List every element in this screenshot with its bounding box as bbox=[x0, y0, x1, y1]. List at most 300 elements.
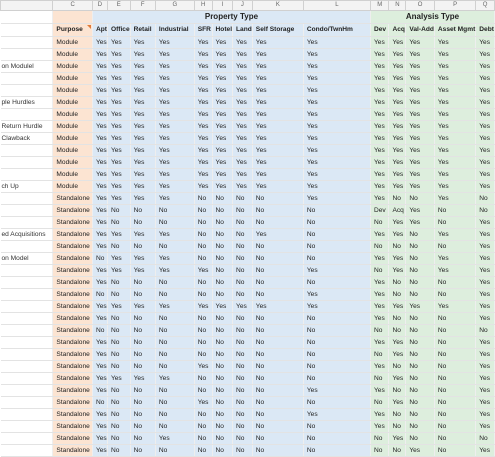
table-cell[interactable]: No bbox=[252, 205, 303, 217]
table-cell[interactable]: Yes bbox=[371, 181, 389, 193]
table-cell[interactable]: Yes bbox=[92, 373, 107, 385]
table-cell[interactable]: Yes bbox=[406, 121, 435, 133]
table-cell[interactable]: No bbox=[252, 433, 303, 445]
table-cell[interactable]: No bbox=[406, 241, 435, 253]
table-cell[interactable]: No bbox=[194, 373, 212, 385]
table-cell[interactable]: Yes bbox=[476, 301, 495, 313]
row-name-cell[interactable] bbox=[1, 145, 53, 157]
table-cell[interactable]: No bbox=[233, 205, 253, 217]
table-cell[interactable]: Yes bbox=[389, 229, 406, 241]
table-cell[interactable]: Yes bbox=[371, 253, 389, 265]
table-cell[interactable]: No bbox=[130, 205, 155, 217]
column-title-dev[interactable] bbox=[371, 24, 389, 37]
table-cell[interactable]: Yes bbox=[92, 97, 107, 109]
table-cell[interactable]: Yes bbox=[92, 169, 107, 181]
table-cell[interactable]: Yes bbox=[107, 73, 130, 85]
table-cell[interactable]: Yes bbox=[212, 37, 232, 49]
table-cell[interactable]: Yes bbox=[389, 217, 406, 229]
table-cell[interactable]: No bbox=[212, 241, 232, 253]
table-cell[interactable]: Yes bbox=[434, 49, 475, 61]
table-cell[interactable]: Yes bbox=[130, 37, 155, 49]
table-cell[interactable]: Yes bbox=[303, 121, 370, 133]
table-cell[interactable]: No bbox=[476, 325, 495, 337]
table-cell[interactable]: Yes bbox=[107, 85, 130, 97]
table-cell[interactable]: No bbox=[303, 313, 370, 325]
table-cell[interactable]: No bbox=[107, 409, 130, 421]
column-header[interactable]: Q bbox=[476, 1, 495, 11]
table-cell[interactable]: Yes bbox=[476, 337, 495, 349]
table-cell[interactable]: Yes bbox=[92, 109, 107, 121]
table-cell[interactable]: Yes bbox=[252, 133, 303, 145]
table-cell[interactable]: Yes bbox=[476, 265, 495, 277]
table-cell[interactable]: No bbox=[130, 337, 155, 349]
table-cell[interactable]: Yes bbox=[107, 265, 130, 277]
row-name-cell[interactable] bbox=[1, 109, 53, 121]
purpose-cell[interactable]: Standalone bbox=[53, 277, 93, 289]
table-cell[interactable]: Yes bbox=[476, 241, 495, 253]
table-cell[interactable]: No bbox=[434, 277, 475, 289]
table-cell[interactable]: Yes bbox=[194, 49, 212, 61]
purpose-cell[interactable]: Standalone bbox=[53, 253, 93, 265]
table-cell[interactable]: Yes bbox=[476, 61, 495, 73]
row-name-cell[interactable] bbox=[1, 169, 53, 181]
table-cell[interactable]: Yes bbox=[406, 169, 435, 181]
purpose-cell[interactable]: Standalone bbox=[53, 373, 93, 385]
table-cell[interactable]: No bbox=[212, 253, 232, 265]
table-cell[interactable]: Yes bbox=[92, 433, 107, 445]
table-cell[interactable]: Yes bbox=[130, 121, 155, 133]
table-cell[interactable]: Yes bbox=[406, 49, 435, 61]
table-cell[interactable]: Yes bbox=[107, 121, 130, 133]
table-cell[interactable]: Yes bbox=[155, 433, 194, 445]
row-name-cell[interactable] bbox=[1, 301, 53, 313]
table-cell[interactable]: Yes bbox=[476, 109, 495, 121]
table-cell[interactable]: Yes bbox=[389, 133, 406, 145]
table-cell[interactable]: Yes bbox=[252, 229, 303, 241]
table-cell[interactable]: Yes bbox=[371, 193, 389, 205]
column-header[interactable]: L bbox=[303, 1, 370, 11]
table-cell[interactable]: Yes bbox=[406, 301, 435, 313]
table-cell[interactable]: No bbox=[371, 217, 389, 229]
table-cell[interactable]: No bbox=[434, 205, 475, 217]
table-cell[interactable]: Yes bbox=[233, 145, 253, 157]
table-cell[interactable]: No bbox=[107, 421, 130, 433]
table-cell[interactable]: No bbox=[92, 397, 107, 409]
table-cell[interactable]: Yes bbox=[476, 49, 495, 61]
table-cell[interactable]: No bbox=[406, 337, 435, 349]
table-cell[interactable]: Yes bbox=[371, 337, 389, 349]
table-cell[interactable]: No bbox=[406, 349, 435, 361]
table-cell[interactable]: Yes bbox=[476, 313, 495, 325]
table-cell[interactable]: No bbox=[233, 445, 253, 457]
table-cell[interactable]: Yes bbox=[252, 49, 303, 61]
table-cell[interactable]: Yes bbox=[92, 409, 107, 421]
column-title-asset-mgmt[interactable] bbox=[434, 24, 475, 37]
table-cell[interactable]: Yes bbox=[155, 37, 194, 49]
table-cell[interactable]: Yes bbox=[212, 73, 232, 85]
table-cell[interactable]: Yes bbox=[194, 169, 212, 181]
row-name-cell[interactable] bbox=[1, 361, 53, 373]
table-cell[interactable]: Yes bbox=[155, 97, 194, 109]
table-cell[interactable]: Yes bbox=[130, 157, 155, 169]
analysis-type-group-header[interactable]: Analysis Type bbox=[371, 11, 495, 24]
table-cell[interactable]: No bbox=[434, 421, 475, 433]
table-cell[interactable]: Yes bbox=[92, 217, 107, 229]
table-cell[interactable]: Yes bbox=[371, 421, 389, 433]
table-cell[interactable]: Yes bbox=[476, 73, 495, 85]
row-name-cell[interactable] bbox=[1, 289, 53, 301]
table-cell[interactable]: Yes bbox=[371, 49, 389, 61]
table-cell[interactable]: Yes bbox=[476, 217, 495, 229]
table-cell[interactable]: Yes bbox=[194, 181, 212, 193]
table-cell[interactable]: No bbox=[212, 289, 232, 301]
table-cell[interactable]: No bbox=[303, 277, 370, 289]
table-cell[interactable]: Yes bbox=[252, 145, 303, 157]
table-cell[interactable]: No bbox=[107, 205, 130, 217]
table-cell[interactable]: No bbox=[406, 253, 435, 265]
purpose-cell[interactable]: Standalone bbox=[53, 337, 93, 349]
table-cell[interactable]: Yes bbox=[303, 97, 370, 109]
table-cell[interactable]: No bbox=[155, 349, 194, 361]
table-cell[interactable]: Yes bbox=[92, 73, 107, 85]
table-cell[interactable]: No bbox=[303, 337, 370, 349]
table-cell[interactable]: Yes bbox=[476, 445, 495, 457]
table-cell[interactable]: Yes bbox=[233, 181, 253, 193]
table-cell[interactable]: No bbox=[130, 397, 155, 409]
table-cell[interactable]: No bbox=[389, 289, 406, 301]
table-cell[interactable]: No bbox=[252, 385, 303, 397]
table-cell[interactable]: Yes bbox=[476, 397, 495, 409]
table-cell[interactable]: Yes bbox=[476, 229, 495, 241]
table-cell[interactable]: Yes bbox=[476, 289, 495, 301]
table-cell[interactable]: No bbox=[434, 349, 475, 361]
row-name-cell[interactable]: ed Acquisitions bbox=[1, 229, 53, 241]
table-cell[interactable]: Yes bbox=[194, 97, 212, 109]
table-cell[interactable]: Yes bbox=[92, 145, 107, 157]
table-cell[interactable]: Yes bbox=[371, 97, 389, 109]
table-cell[interactable]: Yes bbox=[92, 229, 107, 241]
table-cell[interactable]: No bbox=[107, 313, 130, 325]
table-cell[interactable]: No bbox=[130, 349, 155, 361]
table-cell[interactable]: Yes bbox=[155, 61, 194, 73]
table-cell[interactable]: Yes bbox=[233, 85, 253, 97]
table-cell[interactable]: No bbox=[194, 349, 212, 361]
table-cell[interactable]: Yes bbox=[107, 229, 130, 241]
table-cell[interactable]: No bbox=[107, 241, 130, 253]
table-cell[interactable]: Yes bbox=[476, 85, 495, 97]
table-cell[interactable]: Yes bbox=[476, 145, 495, 157]
table-cell[interactable]: Yes bbox=[212, 97, 232, 109]
table-cell[interactable]: Yes bbox=[107, 109, 130, 121]
table-cell[interactable]: No bbox=[406, 289, 435, 301]
table-cell[interactable]: Yes bbox=[434, 265, 475, 277]
row-name-cell[interactable] bbox=[1, 49, 53, 61]
table-cell[interactable]: Yes bbox=[476, 37, 495, 49]
table-cell[interactable]: Yes bbox=[155, 157, 194, 169]
table-cell[interactable]: Yes bbox=[371, 361, 389, 373]
table-cell[interactable]: Yes bbox=[107, 37, 130, 49]
table-cell[interactable]: Yes bbox=[406, 145, 435, 157]
table-cell[interactable]: Yes bbox=[92, 385, 107, 397]
column-header[interactable]: I bbox=[212, 1, 232, 11]
table-cell[interactable]: Yes bbox=[389, 73, 406, 85]
table-cell[interactable]: Yes bbox=[92, 349, 107, 361]
table-cell[interactable]: Yes bbox=[92, 49, 107, 61]
column-title-retail[interactable] bbox=[130, 24, 155, 37]
purpose-cell[interactable]: Module bbox=[53, 49, 93, 61]
table-cell[interactable]: Yes bbox=[155, 169, 194, 181]
table-cell[interactable]: Yes bbox=[476, 409, 495, 421]
row-name-cell[interactable] bbox=[1, 37, 53, 49]
row-name-cell[interactable] bbox=[1, 241, 53, 253]
table-cell[interactable]: No bbox=[434, 385, 475, 397]
table-cell[interactable]: Yes bbox=[252, 97, 303, 109]
row-name-cell[interactable] bbox=[1, 73, 53, 85]
table-cell[interactable]: No bbox=[107, 349, 130, 361]
row-name-cell[interactable] bbox=[1, 385, 53, 397]
table-cell[interactable]: No bbox=[434, 325, 475, 337]
table-cell[interactable]: No bbox=[252, 349, 303, 361]
table-cell[interactable]: Yes bbox=[92, 337, 107, 349]
table-cell[interactable]: Yes bbox=[252, 37, 303, 49]
table-cell[interactable]: No bbox=[476, 193, 495, 205]
table-cell[interactable]: Yes bbox=[406, 445, 435, 457]
table-cell[interactable]: No bbox=[92, 253, 107, 265]
table-cell[interactable]: Yes bbox=[303, 73, 370, 85]
table-cell[interactable]: Yes bbox=[155, 373, 194, 385]
table-cell[interactable]: Yes bbox=[233, 133, 253, 145]
table-cell[interactable]: Yes bbox=[155, 121, 194, 133]
table-cell[interactable]: Yes bbox=[303, 157, 370, 169]
table-cell[interactable]: Yes bbox=[155, 229, 194, 241]
table-cell[interactable]: Yes bbox=[389, 301, 406, 313]
table-cell[interactable]: No bbox=[371, 445, 389, 457]
table-cell[interactable]: No bbox=[371, 397, 389, 409]
table-cell[interactable]: No bbox=[194, 289, 212, 301]
column-title-val-add[interactable] bbox=[406, 24, 435, 37]
table-cell[interactable]: Yes bbox=[476, 373, 495, 385]
row-name-cell[interactable] bbox=[1, 205, 53, 217]
table-cell[interactable]: No bbox=[252, 241, 303, 253]
table-cell[interactable]: No bbox=[371, 241, 389, 253]
table-cell[interactable]: No bbox=[233, 385, 253, 397]
table-cell[interactable]: No bbox=[303, 349, 370, 361]
table-cell[interactable]: Yes bbox=[194, 121, 212, 133]
table-cell[interactable]: No bbox=[406, 277, 435, 289]
purpose-group-cell[interactable] bbox=[53, 11, 93, 24]
table-cell[interactable]: No bbox=[303, 325, 370, 337]
table-cell[interactable]: Yes bbox=[194, 361, 212, 373]
table-cell[interactable]: No bbox=[389, 241, 406, 253]
table-cell[interactable]: Yes bbox=[434, 253, 475, 265]
column-title-hotel[interactable] bbox=[212, 24, 232, 37]
table-cell[interactable]: Yes bbox=[371, 73, 389, 85]
table-cell[interactable]: Yes bbox=[371, 85, 389, 97]
table-cell[interactable]: No bbox=[212, 337, 232, 349]
table-cell[interactable]: No bbox=[406, 265, 435, 277]
table-cell[interactable]: No bbox=[303, 217, 370, 229]
table-cell[interactable]: No bbox=[194, 277, 212, 289]
table-cell[interactable]: No bbox=[252, 373, 303, 385]
table-cell[interactable]: No bbox=[252, 361, 303, 373]
table-cell[interactable]: No bbox=[130, 313, 155, 325]
table-cell[interactable]: Yes bbox=[212, 121, 232, 133]
table-cell[interactable]: Yes bbox=[130, 85, 155, 97]
table-cell[interactable]: No bbox=[406, 397, 435, 409]
purpose-cell[interactable]: Module bbox=[53, 97, 93, 109]
table-cell[interactable]: No bbox=[303, 361, 370, 373]
table-cell[interactable]: Yes bbox=[92, 61, 107, 73]
row-name-cell[interactable] bbox=[1, 193, 53, 205]
row-name-cell[interactable]: Return Hurdle bbox=[1, 121, 53, 133]
table-cell[interactable]: No bbox=[92, 289, 107, 301]
table-cell[interactable]: Yes bbox=[155, 265, 194, 277]
table-cell[interactable]: No bbox=[194, 193, 212, 205]
table-cell[interactable]: Yes bbox=[92, 277, 107, 289]
table-cell[interactable]: No bbox=[303, 241, 370, 253]
table-cell[interactable]: No bbox=[130, 433, 155, 445]
column-header[interactable]: G bbox=[155, 1, 194, 11]
table-cell[interactable]: No bbox=[155, 397, 194, 409]
table-cell[interactable]: Yes bbox=[194, 157, 212, 169]
table-cell[interactable]: Yes bbox=[434, 157, 475, 169]
table-cell[interactable]: No bbox=[155, 337, 194, 349]
table-cell[interactable]: No bbox=[252, 337, 303, 349]
table-cell[interactable]: No bbox=[303, 253, 370, 265]
column-title-apt[interactable] bbox=[92, 24, 107, 37]
table-cell[interactable]: Yes bbox=[212, 49, 232, 61]
purpose-cell[interactable]: Standalone bbox=[53, 433, 93, 445]
table-cell[interactable]: No bbox=[389, 385, 406, 397]
table-cell[interactable]: No bbox=[212, 361, 232, 373]
table-cell[interactable]: Yes bbox=[371, 37, 389, 49]
table-cell[interactable]: Yes bbox=[389, 121, 406, 133]
column-header[interactable]: K bbox=[252, 1, 303, 11]
table-cell[interactable]: Yes bbox=[107, 169, 130, 181]
table-cell[interactable]: Yes bbox=[92, 241, 107, 253]
table-cell[interactable]: No bbox=[212, 409, 232, 421]
table-cell[interactable]: Yes bbox=[155, 133, 194, 145]
table-cell[interactable]: No bbox=[155, 241, 194, 253]
table-cell[interactable]: Yes bbox=[434, 145, 475, 157]
column-title-office[interactable] bbox=[107, 24, 130, 37]
table-cell[interactable]: No bbox=[434, 397, 475, 409]
purpose-cell[interactable]: Standalone bbox=[53, 397, 93, 409]
table-cell[interactable]: No bbox=[233, 433, 253, 445]
table-cell[interactable]: Yes bbox=[434, 85, 475, 97]
table-cell[interactable]: Yes bbox=[434, 37, 475, 49]
table-cell[interactable]: No bbox=[155, 385, 194, 397]
table-cell[interactable]: No bbox=[212, 349, 232, 361]
table-cell[interactable]: Yes bbox=[389, 61, 406, 73]
table-cell[interactable]: No bbox=[434, 217, 475, 229]
table-cell[interactable]: Yes bbox=[434, 133, 475, 145]
table-cell[interactable]: Yes bbox=[130, 61, 155, 73]
column-header[interactable]: C bbox=[53, 1, 93, 11]
table-cell[interactable]: No bbox=[233, 361, 253, 373]
table-cell[interactable]: Yes bbox=[434, 109, 475, 121]
column-title-purpose[interactable] bbox=[53, 24, 93, 37]
table-cell[interactable]: No bbox=[389, 445, 406, 457]
table-cell[interactable]: No bbox=[212, 193, 232, 205]
table-cell[interactable]: Yes bbox=[194, 397, 212, 409]
table-cell[interactable]: Yes bbox=[303, 49, 370, 61]
table-cell[interactable]: Yes bbox=[476, 181, 495, 193]
table-cell[interactable]: No bbox=[130, 289, 155, 301]
table-cell[interactable]: Yes bbox=[371, 145, 389, 157]
table-cell[interactable]: No bbox=[212, 385, 232, 397]
column-title-land[interactable] bbox=[233, 24, 253, 37]
table-cell[interactable]: Yes bbox=[476, 157, 495, 169]
table-cell[interactable]: No bbox=[389, 313, 406, 325]
table-cell[interactable]: No bbox=[434, 445, 475, 457]
table-cell[interactable]: No bbox=[406, 409, 435, 421]
table-cell[interactable]: Yes bbox=[107, 145, 130, 157]
table-cell[interactable]: Yes bbox=[252, 85, 303, 97]
table-cell[interactable]: Yes bbox=[434, 61, 475, 73]
table-cell[interactable]: Yes bbox=[303, 409, 370, 421]
table-cell[interactable]: Yes bbox=[389, 349, 406, 361]
table-cell[interactable]: No bbox=[406, 325, 435, 337]
table-cell[interactable]: Yes bbox=[107, 193, 130, 205]
column-title-condo-twnhm[interactable] bbox=[303, 24, 370, 37]
table-cell[interactable]: Yes bbox=[371, 109, 389, 121]
table-cell[interactable]: No bbox=[233, 337, 253, 349]
purpose-cell[interactable]: Standalone bbox=[53, 217, 93, 229]
comment-indicator-icon[interactable] bbox=[87, 25, 91, 29]
table-cell[interactable]: Yes bbox=[107, 253, 130, 265]
table-cell[interactable]: Yes bbox=[389, 85, 406, 97]
table-cell[interactable]: Yes bbox=[130, 49, 155, 61]
purpose-cell[interactable]: Module bbox=[53, 181, 93, 193]
table-cell[interactable]: Yes bbox=[130, 301, 155, 313]
table-cell[interactable]: No bbox=[212, 229, 232, 241]
table-cell[interactable]: No bbox=[389, 409, 406, 421]
table-cell[interactable]: No bbox=[233, 229, 253, 241]
table-cell[interactable]: No bbox=[434, 337, 475, 349]
table-cell[interactable]: Yes bbox=[476, 349, 495, 361]
row-name-cell[interactable] bbox=[1, 217, 53, 229]
table-cell[interactable]: Yes bbox=[303, 145, 370, 157]
column-header[interactable]: E bbox=[107, 1, 130, 11]
row-name-cell[interactable] bbox=[1, 349, 53, 361]
table-cell[interactable]: Yes bbox=[233, 73, 253, 85]
table-cell[interactable]: No bbox=[233, 373, 253, 385]
table-cell[interactable]: Yes bbox=[130, 73, 155, 85]
table-cell[interactable]: No bbox=[371, 373, 389, 385]
table-cell[interactable]: Yes bbox=[389, 109, 406, 121]
table-cell[interactable]: Yes bbox=[371, 169, 389, 181]
table-cell[interactable]: Yes bbox=[212, 301, 232, 313]
table-cell[interactable]: Yes bbox=[92, 37, 107, 49]
table-cell[interactable]: Yes bbox=[233, 49, 253, 61]
table-cell[interactable]: Yes bbox=[92, 181, 107, 193]
table-cell[interactable]: Yes bbox=[130, 253, 155, 265]
table-cell[interactable]: No bbox=[212, 421, 232, 433]
table-cell[interactable]: No bbox=[212, 313, 232, 325]
table-cell[interactable]: Yes bbox=[194, 133, 212, 145]
table-cell[interactable]: Yes bbox=[303, 181, 370, 193]
table-cell[interactable]: No bbox=[252, 277, 303, 289]
purpose-cell[interactable]: Standalone bbox=[53, 325, 93, 337]
table-cell[interactable]: No bbox=[434, 433, 475, 445]
table-cell[interactable]: Yes bbox=[406, 181, 435, 193]
table-cell[interactable]: No bbox=[406, 229, 435, 241]
row-name-cell[interactable] bbox=[1, 325, 53, 337]
table-cell[interactable]: Yes bbox=[371, 229, 389, 241]
table-cell[interactable]: Yes bbox=[92, 193, 107, 205]
table-cell[interactable]: Yes bbox=[252, 181, 303, 193]
